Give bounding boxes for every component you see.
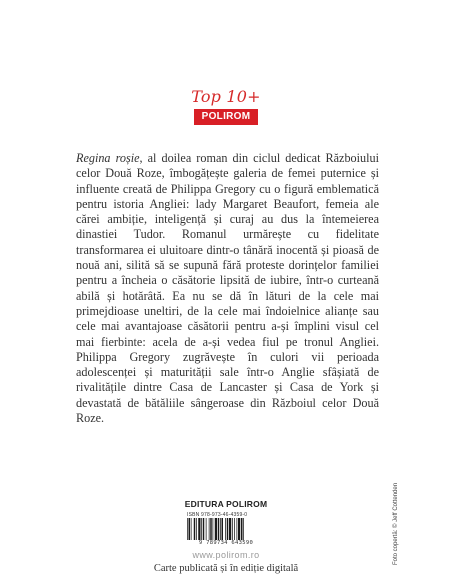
series-logo — [191, 88, 261, 125]
book-title: Regina roșie — [76, 151, 140, 165]
photo-credit: Foto copertă: © Jeff Cottenden — [393, 482, 399, 565]
publisher-name: EDITURA POLIROM — [184, 499, 268, 509]
book-description — [76, 151, 379, 426]
series-title: Top 10+ — [191, 87, 261, 106]
barcode-digits: 9 789734 643590 — [198, 540, 254, 546]
barcode — [186, 518, 266, 540]
digital-edition-note: Carte publicată și în ediție digitală — [153, 563, 299, 574]
description-text: , al doilea roman din ciclul dedicat Războiului celor Două Roze, îmbogățește galeria de femei puternice și influente creată de Philippa Gregory cu o figură emblematică pentru istoria Angliei: lady Margaret Beaufort, femeia ale cărei ambiție, inteligență și curaj au dus la întemeierea dinastiei Tudor. Romanul urmărește cu fidelitate transformarea ei uluitoare dintr-o tânără inocentă și pioasă de nouă ani, silită să se supună fără proteste dorințelor familiei pentru a încheia o căsătorie lipsită de iubire, într-o curteană abilă și hotărâtă. Ea nu se dă în lături de la cele mai primejdioase uneltiri, de la cele mai îndoielnice alianțe sau cele mai avantajoase căsătorii pentru a-și împlini visul cel mai fierbinte: acela de a-și vedea fiul pe tronul Angliei. Philippa Gregory zugrăvește în culori vii perioada adolescenței și maturității sale într-o Anglie sfâșiată de rivalitățile dintre Casa de Lancaster și Casa de York și devastată de bătăliile sângeroase din Războiul celor Două Roze. — [76, 151, 379, 426]
polirom-logo: POLIROM — [194, 109, 258, 125]
isbn-label: ISBN 978-973-46-4359-0 — [187, 512, 248, 518]
website-url[interactable]: www.polirom.ro — [192, 550, 260, 560]
